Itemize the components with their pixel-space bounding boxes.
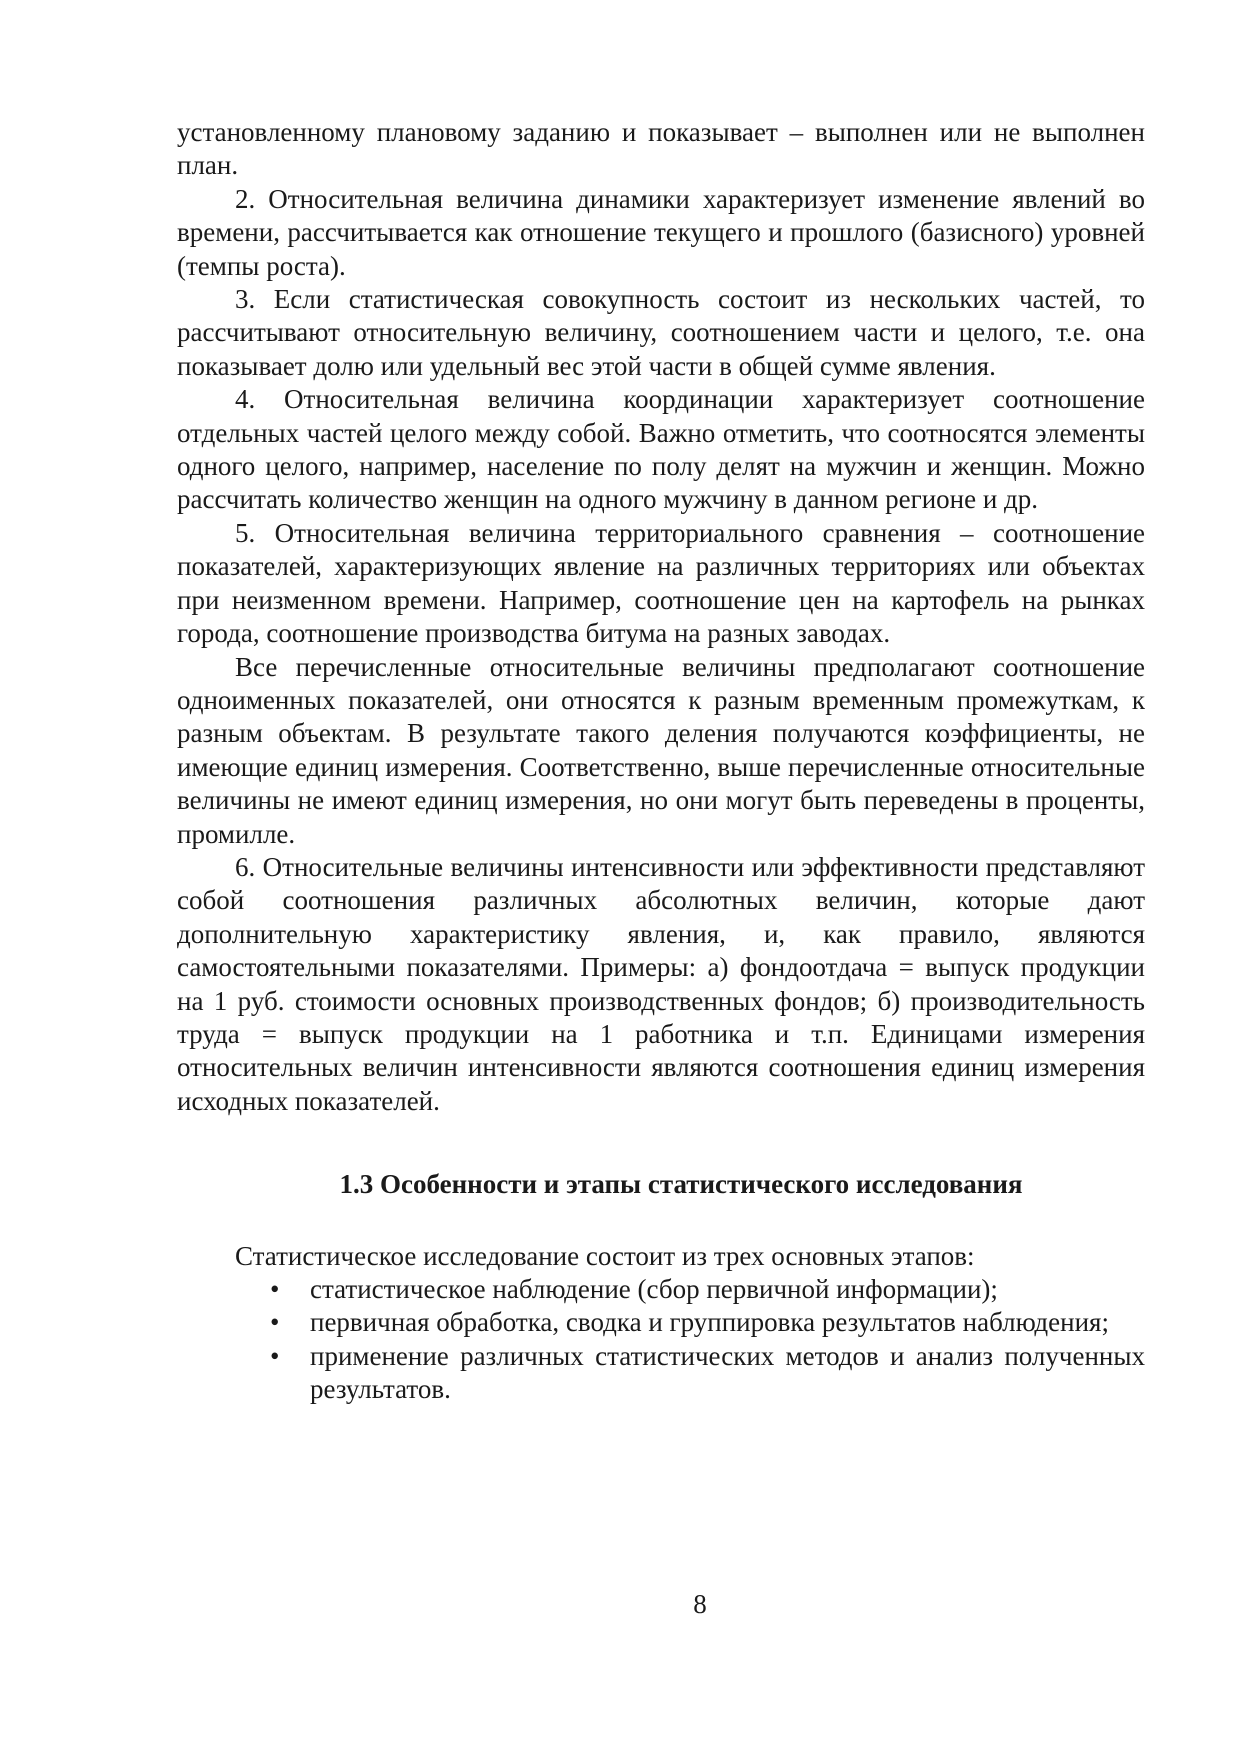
- list-item: [270, 1340, 1145, 1407]
- bullet-icon: •: [270, 1274, 280, 1304]
- list-item-text: первичная обработка, сводка и группировка результатов наблюдения;: [310, 1307, 1109, 1338]
- paragraph-structure: 3. Если статистическая совокупность состоит из нескольких частей, то рассчитывают относительную величину, соотношением части и целого, т.е. она показывает долю или удельный вес этой части в общей сумме явления.: [177, 284, 1145, 381]
- paragraph-continuation: установленному плановому заданию и показывает – выполнен или не выполнен план.: [177, 117, 1145, 181]
- list-item: [270, 1306, 1145, 1339]
- section-intro: Статистическое исследование состоит из трех основных этапов:: [235, 1240, 975, 1271]
- page-number: 8: [693, 1589, 707, 1619]
- list-item: [270, 1273, 1145, 1306]
- body-text: [177, 116, 1145, 1407]
- paragraph-coordination: 4. Относительная величина координации характеризует соотношение отдельных частей целого между собой. Важно отметить, что соотносятся элементы одного целого, например, население по полу делят на мужчин и женщин. Можно рассчитать количество женщин на одного мужчину в данном регионе и др.: [177, 384, 1145, 515]
- paragraph-intensity: 6. Относительные величины интенсивности или эффективности представляют собой соотношения различных абсолютных величин, которые дают дополнительную характеристику явления, и, как правило, являются самостоятельными показателями. Примеры: а) фондоотдача = выпуск продукции на 1 руб. стоимости основных производственных фондов; б) производительность труда = выпуск продукции на 1 работника и т.п. Единицами измерения относительных величин интенсивности являются соотношения единиц измерения исходных показателей.: [177, 851, 1145, 1116]
- section-heading: 1.3 Особенности и этапы статистического исследования: [339, 1169, 1023, 1200]
- bullet-icon: •: [270, 1307, 280, 1338]
- paragraph-summary: Все перечисленные относительные величины предполагают соотношение одноименных показателей, они относятся к разным временным промежуткам, к разным объектам. В результате такого деления получаются коэффициенты, не имеющие единиц измерения. Соответственно, выше перечисленные относительные величины не имеют единиц измерения, но они могут быть переведены в проценты, промилле.: [177, 651, 1145, 849]
- bullet-icon: •: [270, 1340, 280, 1371]
- list-item-text: статистическое наблюдение (сбор первичной информации);: [310, 1274, 998, 1304]
- paragraph-territorial: 5. Относительная величина территориального сравнения – соотношение показателей, характеризующих явление на различных территориях или объектах при неизменном времени. Например, соотношение цен на картофель на рынках города, соотношение производства битума на разных заводах.: [177, 517, 1145, 649]
- list-item-text: применение различных статистических методов и анализ полученных результатов.: [310, 1340, 1145, 1405]
- paragraph-dynamics: 2. Относительная величина динамики характеризует изменение явлений во времени, рассчитывается как отношение текущего и прошлого (базисного) уровней (темпы роста).: [177, 183, 1145, 281]
- stages-list: [177, 1273, 1145, 1407]
